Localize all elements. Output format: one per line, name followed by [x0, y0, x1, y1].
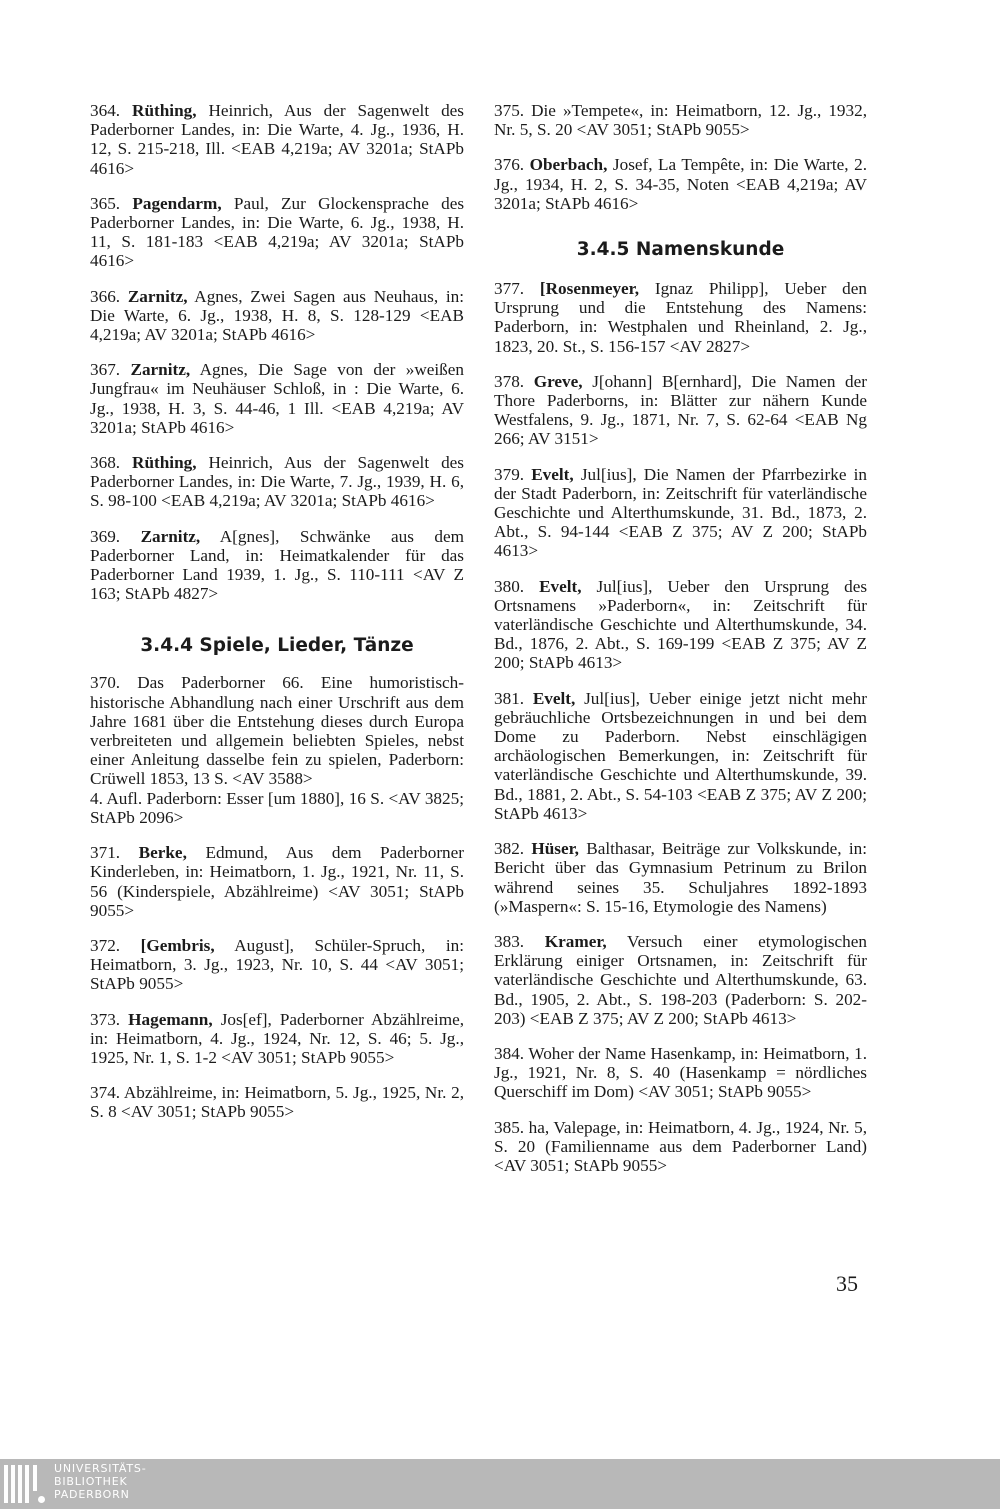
- entry-list-left-b: [90, 843, 464, 1121]
- section-heading-3-4-4: 3.4.4 Spiele, Lieder, Tänze: [140, 635, 414, 657]
- entry-number: 374.: [90, 1083, 121, 1103]
- entry-author: Zarnitz,: [127, 286, 188, 306]
- page-number: 35: [836, 1271, 858, 1296]
- entry-list-right-b: [494, 279, 867, 1175]
- bibliography-entry: [494, 279, 867, 356]
- entry-author: [Rosenmeyer,: [539, 279, 640, 299]
- entry-author: Kramer,: [544, 931, 607, 951]
- entry-text: Jul[ius], Ueber einige jetzt nicht mehr gebräuchliche Ortsbezeichnungen in und bei dem Dome zu Paderborn. Nebst einschlägigen archäologischen Bemerkungen, in: Zeitschrift für vaterländische Geschichte und Alterthumskunde, 39. Bd., 1881, 2. Abt., S. 54-103 <EAB Z 375; AV Z 200; StAPb 4613>: [494, 688, 868, 823]
- entry-text: ha, Valepage, in: Heimatborn, 4. Jg., 1924, Nr. 5, S. 20 (Familienname aus dem Paderborner Land) <AV 3051; StAPb 9055>: [494, 1117, 868, 1175]
- entry-author: [Gembris,: [140, 935, 215, 955]
- entry-number: 376.: [494, 155, 525, 175]
- bibliography-entry: [494, 372, 867, 449]
- bibliography-entry: [90, 453, 464, 511]
- bibliography-entry: [494, 577, 867, 673]
- entry-text: Heinrich, Aus der Sagenwelt des Paderborner Landes, in: Die Warte, 4. Jg., 1936, H. 12, S. 215-218, Ill. <EAB 4,219a; AV 3201a; StAPb 4616>: [90, 101, 464, 178]
- entry-number: 385.: [494, 1117, 525, 1137]
- entry-text: Jos[ef], Paderborner Abzählreime, in: Heimatborn, 4. Jg., 1924, Nr. 12, S. 46; 5. Jg., 1925, Nr. 1, S. 1-2 <AV 3051; StAPb 9055>: [90, 1009, 464, 1067]
- entry-text: A[gnes], Schwänke aus dem Paderborner Land, in: Heimatkalender für das Paderborner Land 1939, 1. Jg., S. 110-111 <AV Z 163; StAPb 4827>: [90, 526, 464, 604]
- entry-number: 382.: [494, 839, 525, 859]
- library-footer-bar: [0, 1459, 1000, 1509]
- entry-text: Paul, Zur Glockensprache des Paderborner Landes, in: Die Warte, 6. Jg., 1938, H. 11, S. 181-183 <EAB 4,219a; AV 3201a; StAPb 4616>: [90, 193, 465, 271]
- entry-number: 377.: [494, 279, 525, 299]
- bibliography-entry: [494, 689, 867, 823]
- entry-author: Evelt,: [532, 688, 576, 708]
- library-logo-text: UNIVERSITÄTS- BIBLIOTHEK PADERBORN: [54, 1462, 147, 1501]
- bibliography-entry-370: [90, 673, 464, 827]
- entry-author: Hüser,: [531, 839, 579, 859]
- entry-author: Rüthing,: [132, 101, 197, 120]
- entry-number: 381.: [494, 688, 525, 708]
- entry-number: 365.: [90, 193, 121, 213]
- bibliography-entry: [90, 360, 464, 437]
- bibliography-entry: [494, 839, 867, 916]
- bibliography-entry: [494, 1044, 867, 1102]
- section-heading-3-4-5: 3.4.5 Namenskunde: [576, 239, 785, 261]
- entry-number: 364.: [90, 101, 121, 120]
- bibliography-entry: [90, 1083, 464, 1121]
- entry-number: 372.: [90, 935, 121, 955]
- bibliography-entry: [494, 155, 867, 213]
- entry-number: 380.: [494, 576, 525, 596]
- entry-number: 371.: [90, 843, 121, 863]
- entry-number: 378.: [494, 371, 525, 391]
- entry-number: 375.: [494, 101, 525, 120]
- entry-text: Die »Tempete«, in: Heimatborn, 12. Jg., 1932, Nr. 5, S. 20 <AV 3051; StAPb 9055>: [494, 101, 868, 140]
- bibliography-entry: [90, 936, 464, 994]
- bibliography-entry: [90, 287, 464, 345]
- entry-text: Agnes, Zwei Sagen aus Neuhaus, in: Die Warte, 6. Jg., 1938, H. 8, S. 128-129 <EAB 4,219a; AV 3201a; StAPb 4616>: [90, 286, 465, 345]
- bibliography-entry: [494, 1118, 867, 1176]
- entry-text: J[ohann] B[ernhard], Die Namen der Thore Paderborns, in: Blätter zur nähern Kunde Westfalens, 9. Jg., 1871, Nr. 7, S. 62-64 <EAB Ng 266; AV 3151>: [494, 371, 867, 449]
- entry-text: Balthasar, Beiträge zur Volkskunde, in: Bericht über das Gymnasium Petrinum zu Brilon während seines 35. Schuljahres 1892-1893 (»Maspern«: S. 15-16, Etymologie des Namens): [494, 839, 867, 916]
- entry-number: 373.: [90, 1009, 121, 1029]
- entry-text: Edmund, Aus dem Paderborner Kinderleben, in: Heimatborn, 1. Jg., 1921, Nr. 11, S. 56 (Kinderspiele, Abzählreime) <AV 3051; StAPb 9055>: [90, 843, 465, 920]
- entry-author: Evelt,: [539, 576, 582, 596]
- bibliography-entry: [90, 843, 464, 920]
- bibliography-entry: [90, 527, 464, 604]
- entry-number: 366.: [90, 286, 121, 306]
- entry-text: Agnes, Die Sage von der »weißen Jungfrau« im Neuhäuser Schloß, in : Die Warte, 6. Jg., 1938, H. 3, S. 44-46, 1 Ill. <EAB 4,219a; AV 3201a; StAPb 4616>: [90, 360, 464, 437]
- entry-author: Zarnitz,: [140, 526, 201, 546]
- entry-text: Josef, La Tempête, in: Die Warte, 2. Jg., 1934, H. 2, S. 34-35, Noten <EAB 4,219a; AV 3201a; StAPb 4616>: [494, 155, 867, 213]
- entry-author: Greve,: [533, 371, 583, 391]
- entry-text: Heinrich, Aus der Sagenwelt des Paderborner Landes, in: Die Warte, 7. Jg., 1939, H. 6, S. 98-100 <EAB 4,219a; AV 3201a; StAPb 4616>: [90, 453, 464, 511]
- entry-number: 369.: [90, 526, 121, 546]
- entry-list-right-a: [494, 101, 867, 213]
- bibliography-entry: [90, 194, 464, 271]
- bibliography-entry: [494, 465, 867, 561]
- entry-author: Rüthing,: [132, 453, 197, 473]
- entry-text: Jul[ius], Die Namen der Pfarrbezirke in der Stadt Paderborn, in: Zeitschrift für vaterländische Geschichte und Alterthumskunde, 31. Bd., 1873, 2. Abt., S. 94-144 <EAB Z 375; AV Z 200; StAPb 4613>: [494, 464, 867, 561]
- entry-text: Jul[ius], Ueber den Ursprung des Ortsnamens »Paderborn«, in: Zeitschrift für vaterländische Geschichte und Alterthumskunde, 34. Bd., 1876, 2. Abt., S. 169-199 <EAB Z 375; AV Z 200; StAPb 4613>: [494, 576, 868, 673]
- entry-author: Pagendarm,: [132, 193, 222, 213]
- entry-370-continuation: 4. Aufl. Paderborn: Esser [um 1880], 16 S. <AV 3825; StAPb 2096>: [90, 788, 464, 827]
- entry-author: Hagemann,: [128, 1009, 213, 1029]
- entry-number: 368.: [90, 453, 121, 473]
- entry-370-text: 370. Das Paderborner 66. Eine humoristisch-historische Abhandlung nach einer Urschrift aus dem Jahre 1681 über die Entstehung dieses durch Europa verbreiteten und allgemein beliebten Spieles, nebst einer Anleitung dasselbe fein zu spielen, Paderborn: Crüwell 1853, 13 S. <AV 3588>: [90, 673, 464, 789]
- bibliography-entry: [90, 101, 464, 178]
- entry-author: Oberbach,: [529, 155, 608, 175]
- entry-text: August], Schüler-Spruch, in: Heimatborn, 3. Jg., 1923, Nr. 10, S. 44 <AV 3051; StAPb 9055>: [90, 935, 464, 994]
- entry-author: Zarnitz,: [130, 360, 191, 380]
- entry-number: 379.: [494, 464, 525, 484]
- bibliography-entry: [494, 932, 867, 1028]
- entry-author: Evelt,: [531, 464, 574, 484]
- entry-text: Versuch einer etymologischen Erklärung einiger Ortsnamen, in: Zeitschrift für vaterländische Geschichte und Alterthumskunde, 63. Bd., 1905, 2. Abt., S. 198-203 (Paderborn: S. 202-203) <EAB Z 375; AV Z 200; StAPb 4613>: [494, 931, 868, 1028]
- bibliography-entry: [494, 101, 867, 139]
- entry-text: Ignaz Philipp], Ueber den Ursprung und die Entstehung des Namens: Paderborn, in: Westphalen und Rheinland, 2. Jg., 1823, 20. St., S. 156-157 <AV 2827>: [494, 279, 867, 356]
- left-column: [90, 101, 464, 1138]
- bibliography-entry: [90, 1010, 464, 1068]
- library-logo-icon: [0, 1459, 50, 1509]
- entry-text: Abzählreime, in: Heimatborn, 5. Jg., 1925, Nr. 2, S. 8 <AV 3051; StAPb 9055>: [90, 1083, 464, 1122]
- right-column: [494, 101, 867, 1191]
- entry-list-left-a: [90, 101, 464, 603]
- entry-number: 383.: [494, 931, 525, 951]
- entry-text: Woher der Name Hasenkamp, in: Heimatborn, 1. Jg., 1921, Nr. 8, S. 40 (Hasenkamp = nördliches Querschiff im Dom) <AV 3051; StAPb 9055>: [494, 1043, 867, 1102]
- entry-number: 384.: [494, 1043, 525, 1063]
- entry-number: 367.: [90, 360, 121, 380]
- entry-author: Berke,: [138, 843, 187, 863]
